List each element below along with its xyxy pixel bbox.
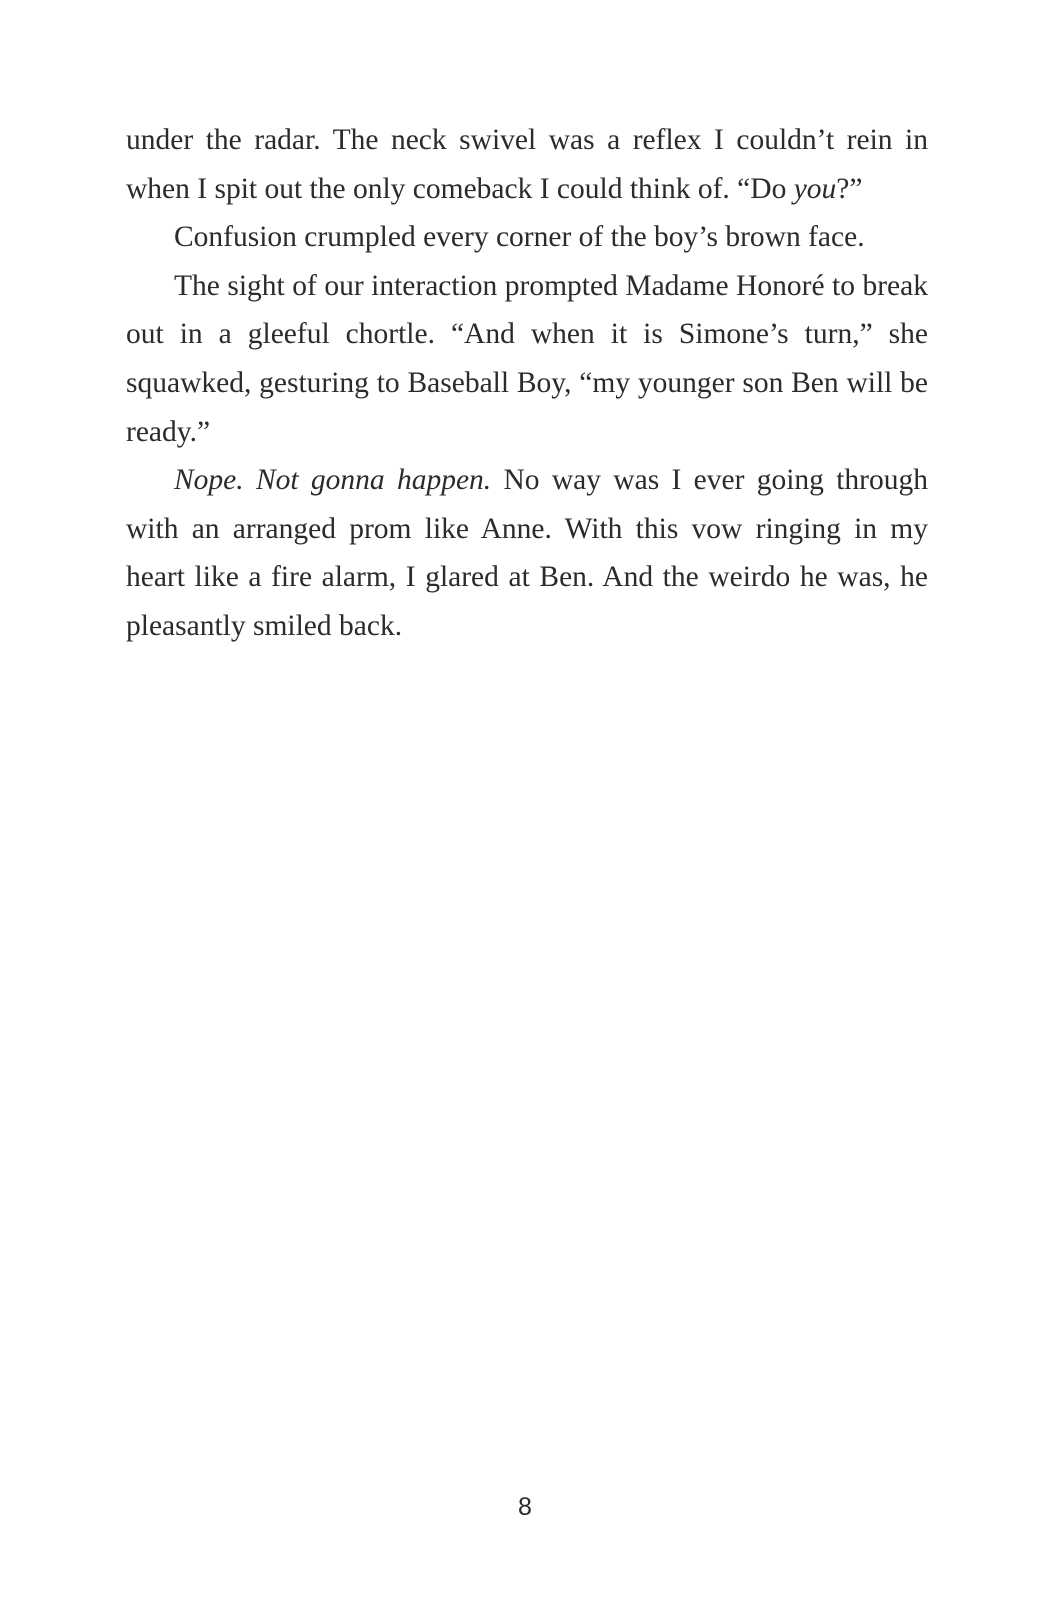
text-segment: The sight of our interaction prompted Madame Honoré to break out in a gleeful chortle. “And when it is Simone’s turn,” she squawked, gesturing to Baseball Boy, “my younger son Ben will be ready.” [126, 269, 928, 448]
text-segment: Confusion crumpled every corner of the boy’s brown face. [174, 221, 865, 254]
text-segment: under the radar. The neck swivel was a reflex I couldn’t rein in when I spit out the only comeback I could think of. “Do [126, 124, 928, 205]
paragraph-continued [126, 116, 928, 213]
body-text [126, 116, 928, 651]
page-number: 8 [518, 1493, 532, 1521]
paragraph [126, 262, 928, 456]
text-segment: No way was I ever going through with an arranged prom like Anne. With this vow ringing in my heart like a fire alarm, I glared at Ben. And the weirdo he was, he pleasantly smiled back. [126, 464, 928, 642]
italic-segment: Nope. Not gonna happen. [174, 464, 492, 497]
paragraph [126, 456, 928, 650]
italic-segment: you [793, 172, 837, 205]
paragraph [126, 213, 928, 262]
text-segment: ?” [836, 172, 863, 205]
